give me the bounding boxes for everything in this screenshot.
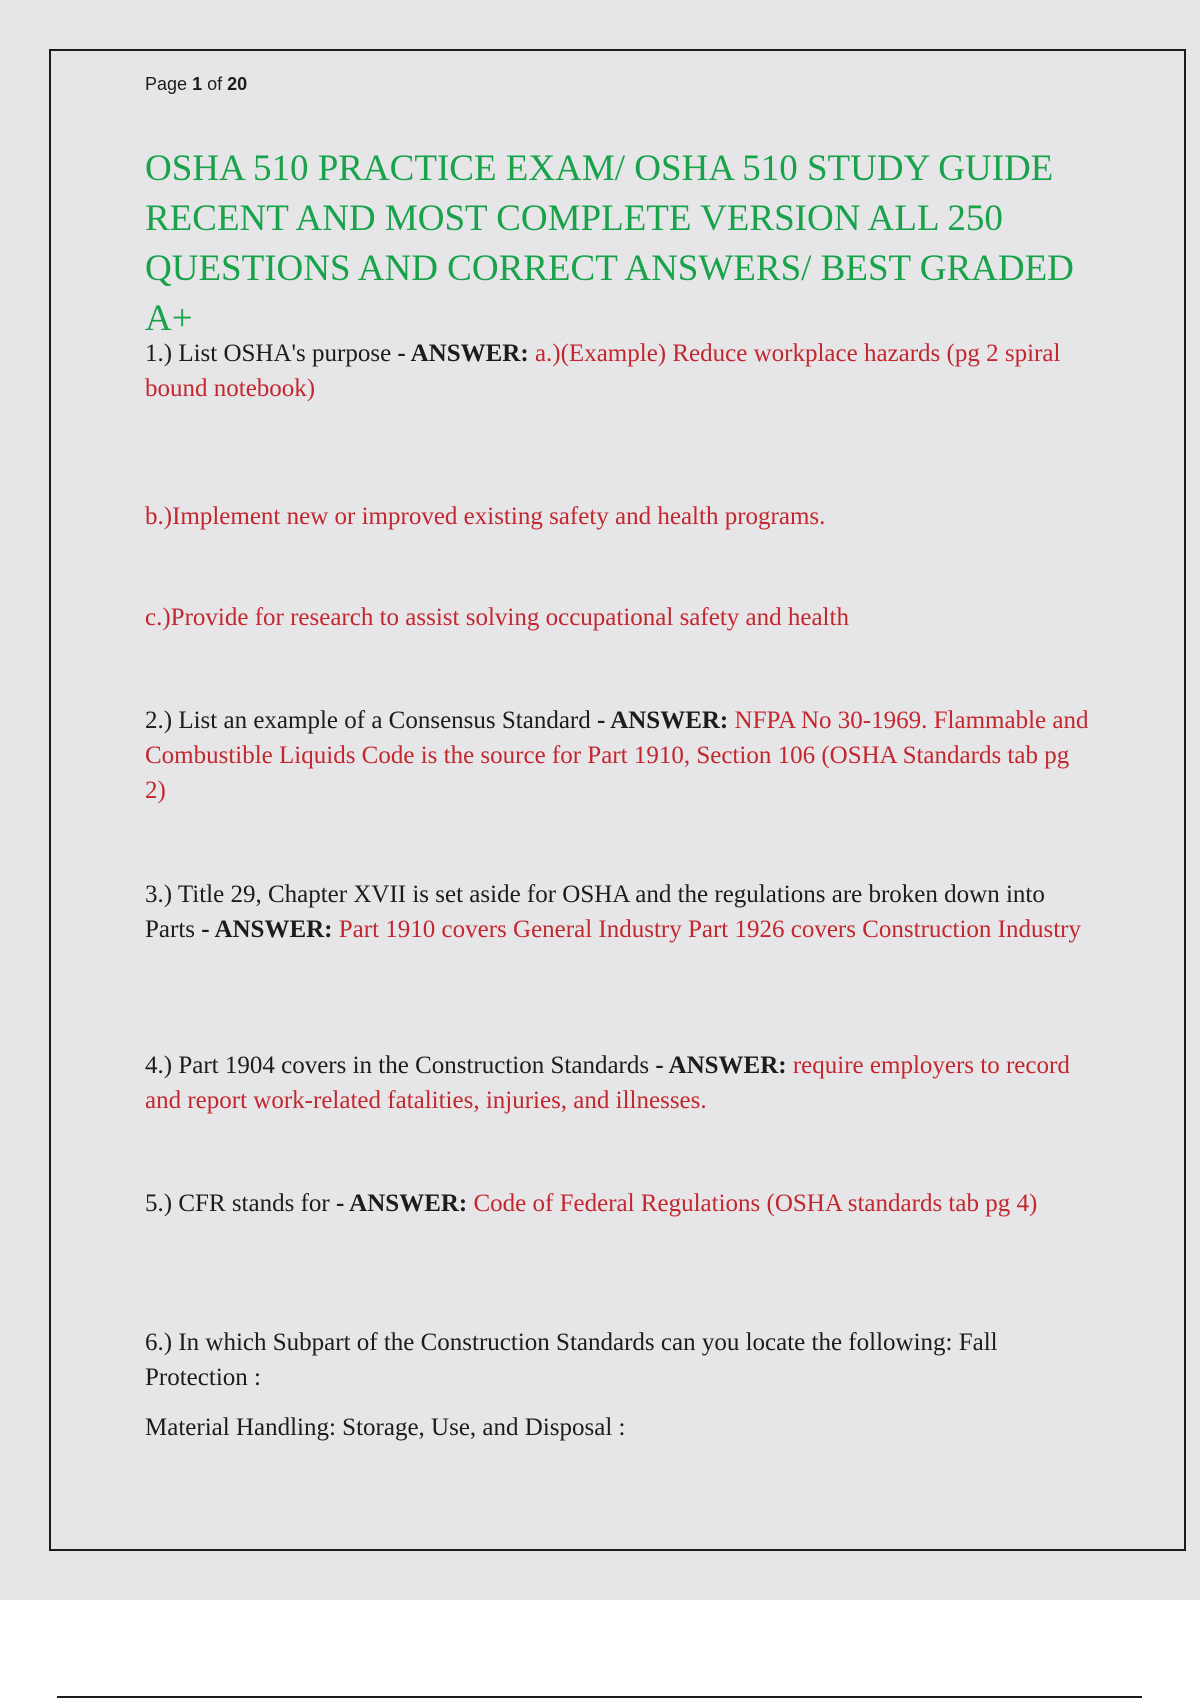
- question-text: 1.) List OSHA's purpose: [145, 340, 392, 367]
- question-text: 3.) Title 29, Chapter XVII is set aside for OSHA and the regulations are broken down into Parts: [145, 881, 1045, 943]
- page-number-total: 20: [227, 74, 248, 94]
- answer-text: NFPA No 30-1969. Flammable and Combustible Liquids Code is the source for Part 1910, Section 106 (OSHA Standards tab pg 2): [145, 707, 1089, 804]
- answer-text: Code of Federal Regulations (OSHA standards tab pg 4): [473, 1190, 1038, 1217]
- question-1: [145, 336, 1090, 406]
- answer-text: a.)(Example) Reduce workplace hazards (pg 2 spiral bound notebook): [145, 340, 1061, 402]
- answer-label: - ANSWER:: [201, 916, 333, 943]
- answer-1b: b.)Implement new or improved existing safety and health programs.: [145, 503, 826, 530]
- answer-text: require employers to record and report work-related fatalities, injuries, and illnesses.: [145, 1052, 1070, 1114]
- page-number-of: of: [207, 74, 223, 94]
- answer-text: Part 1910 covers General Industry Part 1926 covers Construction Industry: [338, 916, 1081, 943]
- page-number: [145, 74, 247, 95]
- page-number-prefix: Page: [145, 74, 188, 94]
- question-3: [145, 877, 1090, 947]
- question-text: 5.) CFR stands for: [145, 1190, 330, 1217]
- answer-label: - ANSWER:: [397, 340, 529, 367]
- question-6: 6.) In which Subpart of the Construction Standards can you locate the following: Fall Protection :: [145, 1329, 998, 1391]
- question-5: [145, 1186, 1090, 1221]
- answer-label: - ANSWER:: [655, 1052, 787, 1079]
- question-text: 4.) Part 1904 covers in the Construction Standards: [145, 1052, 650, 1079]
- question-6-line-2: Material Handling: Storage, Use, and Disposal :: [145, 1414, 626, 1441]
- answer-label: - ANSWER:: [335, 1190, 468, 1217]
- question-text: 2.) List an example of a Consensus Standard: [145, 707, 591, 734]
- question-2: [145, 703, 1090, 808]
- question-4: [145, 1048, 1090, 1118]
- page-number-current: 1: [192, 74, 203, 94]
- answer-label: - ANSWER:: [597, 707, 729, 734]
- footer-rule: [57, 1696, 1142, 1698]
- document-title: OSHA 510 PRACTICE EXAM/ OSHA 510 STUDY GUIDE RECENT AND MOST COMPLETE VERSION ALL 250 QUESTIONS AND CORRECT ANSWERS/ BEST GRADED A+: [145, 148, 1074, 339]
- answer-1c: c.)Provide for research to assist solving occupational safety and health: [145, 604, 849, 631]
